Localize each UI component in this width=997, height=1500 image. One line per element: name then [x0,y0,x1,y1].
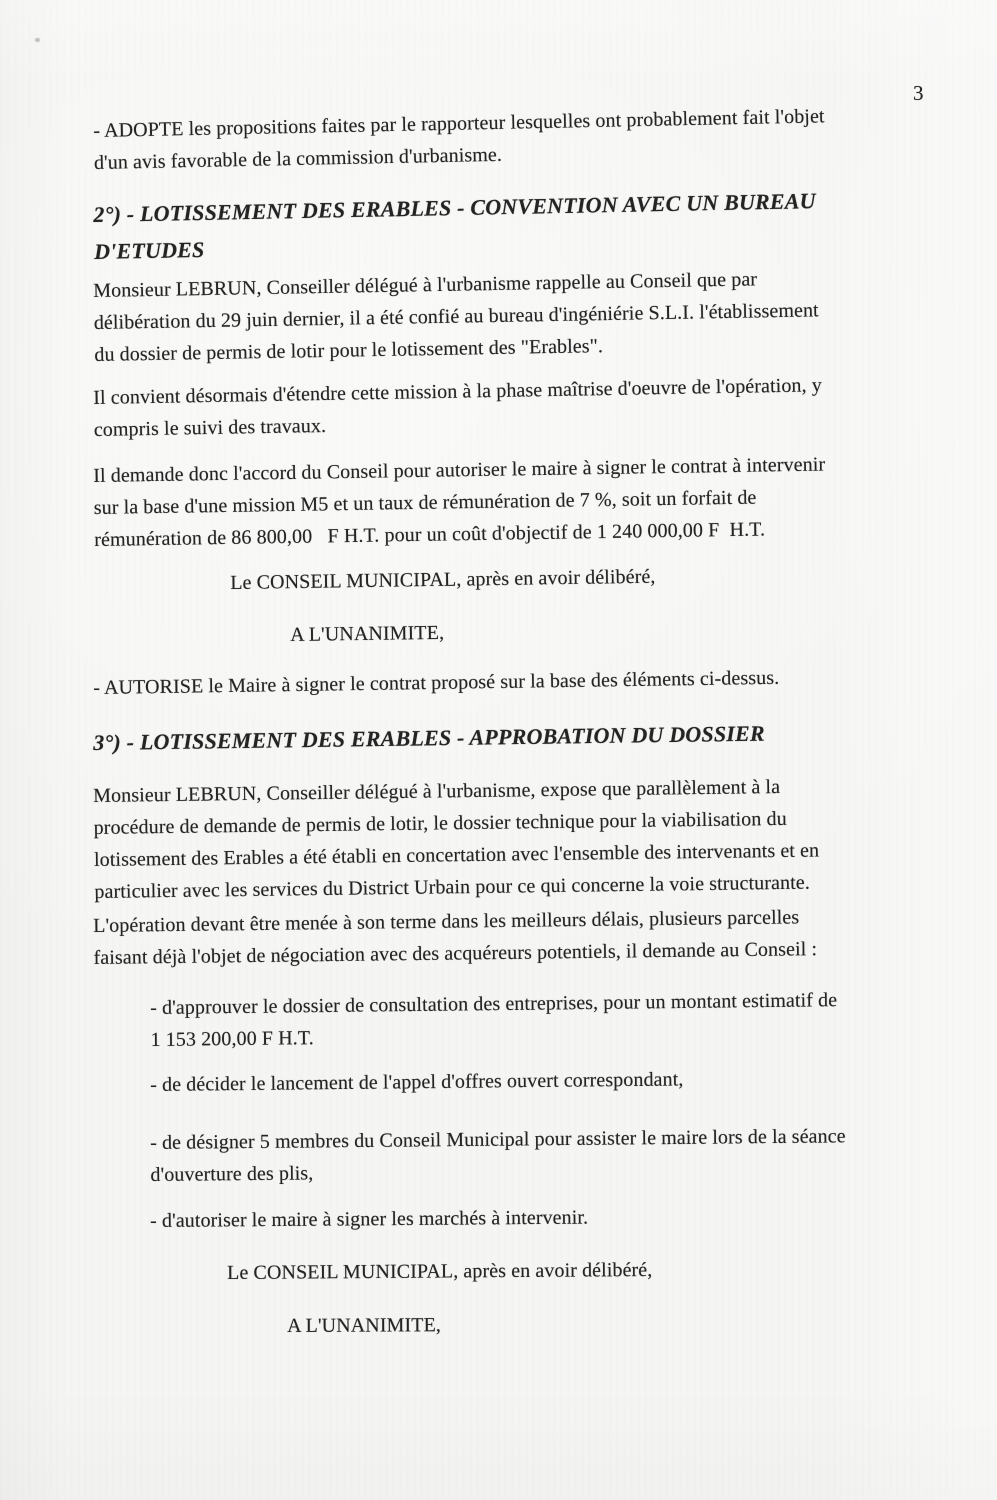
bullet-decider-appel-offres: - de décider le lancement de l'appel d'offres ouvert correspondant, [150,1068,684,1096]
resolution-autorise: - AUTORISE le Maire à signer le contrat proposé sur la base des éléments ci-dessus. [93,666,780,699]
page-number: 3 [913,81,924,105]
bullet-designer-membres: - de désigner 5 membres du Conseil Municipal pour assister le maire lors de la séance d'ouverture des plis, [150,1125,846,1186]
bullet-approuver-dossier: - d'approuver le dossier de consultation des entreprises, pour un montant estimatif de 1 153 200,00 F H.T. [150,989,838,1051]
bullet-autoriser-marches: - d'autoriser le maire à signer les marchés à intervenir. [150,1206,589,1232]
paragraph-lebrun-expose: Monsieur LEBRUN, Conseiller délégué à l'urbanisme, expose que parallèlement à la procédure de demande de permis de lotir, le dossier technique pour la viabilisation du lotissement des Erables a été établi en concertation avec l'ensemble des intervenants et en particulier avec les services du District Urbain pour ce qui concerne la voie structurante. [93,776,820,903]
line-conseil-municipal-delibere-1: Le CONSEIL MUNICIPAL, après en avoir délibéré, [230,565,656,594]
paragraph-operation-delais: L'opération devant être menée à son terme dans les meilleurs délais, plusieurs parcelles faisant déjà l'objet de négociation avec des acquéreurs potentiels, il demande au Conseil : [93,906,818,969]
paper-speck [35,38,40,42]
paragraph-demande-accord-contrat: Il demande donc l'accord du Conseil pour autoriser le maire à signer le contrat à intervenir sur la base d'une mission M5 et un taux de rémunération de 7 %, soit un forfait de rémunération de 86 800,00 F H.T. pour un coût d'objectif de 1 240 000,00 F H.T. [93,453,826,551]
line-conseil-municipal-delibere-2: Le CONSEIL MUNICIPAL, après en avoir délibéré, [227,1259,653,1284]
paragraph-lebrun-rappel: Monsieur LEBRUN, Conseiller délégué à l'urbanisme rappelle au Conseil que par délibération du 29 juin dernier, il a été confié au bureau d'ingéniérie S.L.I. l'établissement du dossier de permis de lotir pour le lotissement des "Erables". [93,268,819,366]
line-unanimite-2: A L'UNANIMITE, [287,1314,442,1337]
section-heading-3-lotissement-approbation: 3°) - LOTISSEMENT DES ERABLES - APPROBATION DU DOSSIER [93,720,765,755]
paragraph-extension-mission: Il convient désormais d'étendre cette mission à la phase maîtrise d'oeuvre de l'opération, y compris le suivi des travaux. [93,374,823,441]
section-heading-2-lotissement-convention: 2°) - LOTISSEMENT DES ERABLES - CONVENTION AVEC UN BUREAU D'ETUDES [93,188,816,264]
resolution-adopte: - ADOPTE les propositions faites par le rapporteur lesquelles ont probablement fait l'objet d'un avis favorable de la commission d'urbanisme. [93,105,825,174]
line-unanimite-1: A L'UNANIMITE, [290,621,445,646]
